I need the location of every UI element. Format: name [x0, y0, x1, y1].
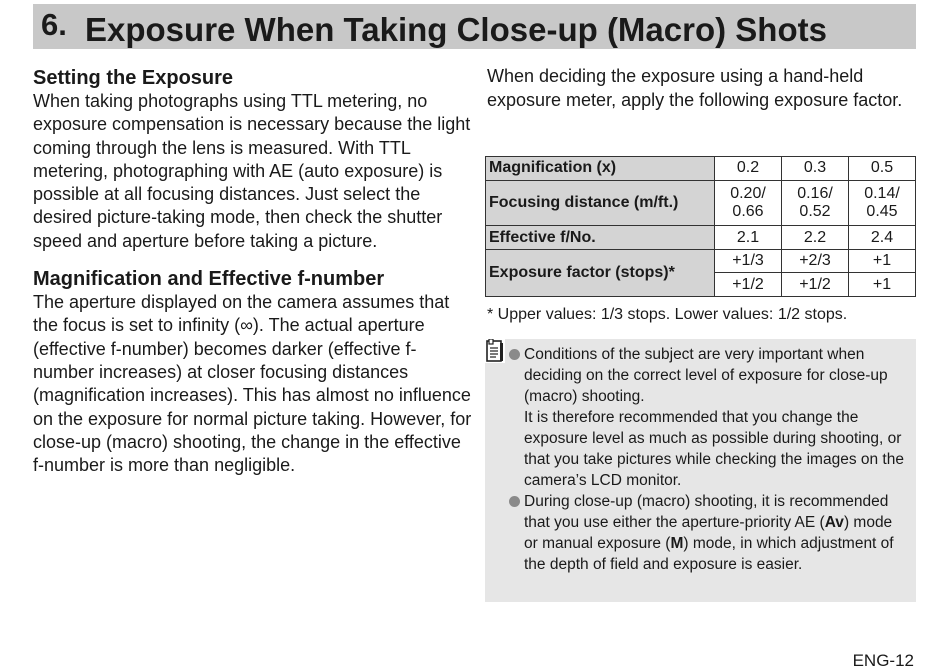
table-cell: +1/3	[715, 249, 782, 273]
table-cell: 2.1	[715, 226, 782, 250]
magnification-label: Magnification (x)	[486, 157, 715, 181]
table-cell	[849, 180, 916, 226]
table-row-fno	[486, 226, 916, 250]
note-box	[485, 339, 916, 602]
exposure-label: Exposure factor (stops)*	[486, 249, 715, 296]
left-column	[33, 66, 473, 477]
table-cell: 2.4	[849, 226, 916, 250]
bullet-icon	[509, 496, 520, 507]
note-1-text: Conditions of the subject are very important when deciding on the correct level of exposure for close-up (macro) shooting.	[524, 346, 888, 405]
focusing-m: 0.16/	[797, 184, 833, 202]
table-cell: +2/3	[782, 249, 849, 273]
note-item	[509, 491, 909, 575]
fno-label: Effective f/No.	[486, 226, 715, 250]
memo-icon	[485, 339, 505, 363]
title-bar	[33, 4, 916, 49]
focusing-m: 0.20/	[730, 184, 766, 202]
page-title: Exposure When Taking Close-up (Macro) Shots	[85, 11, 827, 48]
table-cell	[715, 180, 782, 226]
table-row-exposure-upper	[486, 249, 916, 273]
table-cell: 0.2	[715, 157, 782, 181]
section-number: 6.	[41, 7, 67, 42]
table-cell: +1	[849, 249, 916, 273]
focusing-label: Focusing distance (m/ft.)	[486, 180, 715, 226]
focusing-ft: 0.52	[799, 202, 831, 220]
magnification-body: The aperture displayed on the camera assumes that the focus is set to infinity (∞). The actual aperture (effective f-number) becomes darker (effective f-number increases) at closer focusing distances (magnification increases). This has almost no influence on the exposure for normal picture taking. However, for close-up (macro) shooting, the change in the effective f-number is more than negligible.	[33, 292, 472, 476]
page-number: ENG-12	[852, 651, 914, 670]
note-list	[509, 344, 909, 575]
table-cell: 0.3	[782, 157, 849, 181]
table-row-focusing	[486, 180, 916, 226]
table-cell	[782, 180, 849, 226]
table-cell: +1/2	[715, 273, 782, 297]
note-1-continued: It is therefore recommended that you change the exposure level as much as possible during shooting, or that you take pictures while checking the images on the camera’s LCD monitor.	[524, 409, 904, 489]
m-mode-label: M	[670, 535, 684, 552]
table-cell: +1/2	[782, 273, 849, 297]
focusing-m: 0.14/	[864, 184, 900, 202]
magnification-heading: Magnification and Effective f-number	[33, 268, 385, 291]
focusing-ft: 0.66	[732, 202, 764, 220]
exposure-factor-table	[485, 156, 916, 297]
note-2-post: ) mode, in which adjustment of the depth of field and exposure is easier.	[524, 535, 894, 573]
note-item	[509, 344, 909, 491]
setting-exposure-heading: Setting the Exposure	[33, 67, 234, 89]
table-row-magnification	[486, 157, 916, 181]
meter-intro: When deciding the exposure using a hand-held exposure meter, apply the following exposure factor.	[487, 66, 903, 110]
table-cell: 2.2	[782, 226, 849, 250]
table-cell: 0.5	[849, 157, 916, 181]
bullet-icon	[509, 349, 520, 360]
table-cell: +1	[849, 273, 916, 297]
av-mode-label: Av	[824, 514, 844, 531]
note-2-mid: ) mode or manual exposure (	[524, 514, 893, 552]
setting-exposure-body: When taking photographs using TTL metering, no exposure compensation is necessary because the light coming through the lens is measured. With TTL metering, photographing with AE (auto exposure) is possible at all focusing distances. Just select the desired picture-taking mode, then check the shutter speed and aperture before taking a picture.	[33, 91, 471, 251]
table-footnote: * Upper values: 1/3 stops. Lower values: 1/2 stops.	[487, 306, 848, 323]
focusing-ft: 0.45	[866, 202, 898, 220]
note-2-pre: During close-up (macro) shooting, it is recommended that you use either the aperture-priority AE (	[524, 493, 889, 531]
